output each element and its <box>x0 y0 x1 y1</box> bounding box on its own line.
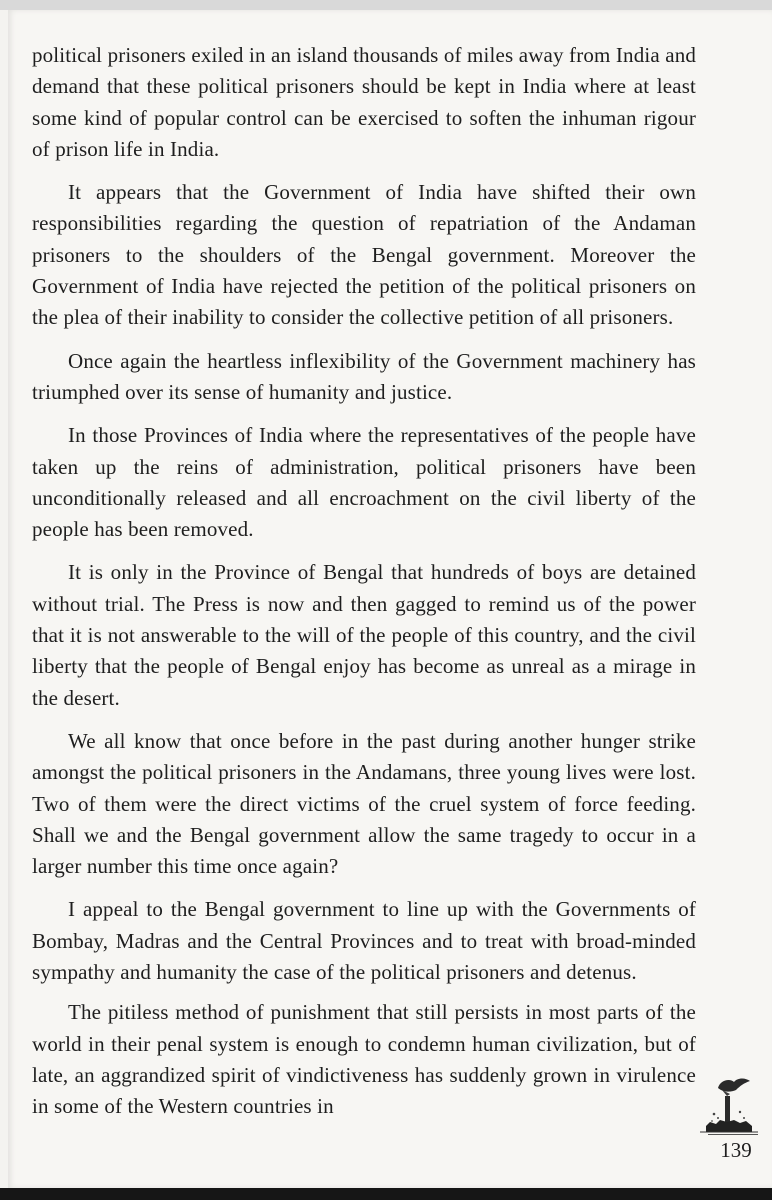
paragraph-2: It appears that the Government of India have shifted their own responsibilities regarding the question of repatriation of the Andaman prisoners to the shoulders of the Bengal government. Moreover the Government of India have rejected the petition of the political prisoners on the plea of their inability to consider the collective petition of all prisoners. <box>32 180 696 330</box>
paragraph-1: political prisoners exiled in an island thousands of miles away from India and demand that these political prisoners should be kept in India where at least some kind of popular control can be exercised to soften the inhuman rigour of prison life in India. <box>32 43 696 161</box>
paragraph-3: Once again the heartless inflexibility of the Government machinery has triumphed over its sense of humanity and justice. <box>32 348 696 404</box>
torch-emblem-icon <box>700 1074 758 1134</box>
body-text <box>32 40 696 1135</box>
paragraph-8: The pitiless method of punishment that still persists in most parts of the world in their penal system is enough to condemn human civilization, but of late, an aggrandized spirit of vindictiveness has suddenly grown in virulence in some of the Western countries in <box>32 1000 696 1119</box>
paragraph-7: I appeal to the Bengal government to line up with the Governments of Bombay, Madras and the Central Provinces and to treat with broad-minded sympathy and humanity the case of the political prisoners and detenus. <box>32 897 696 985</box>
paragraph-6: We all know that once before in the past during another hunger strike amongst the political prisoners in the Andamans, three young lives were lost. Two of them were the direct victims of the cruel system of force feeding. Shall we and the Bengal government allow the same tragedy to occur in a larger number this time once again? <box>32 728 696 879</box>
screen-top-edge <box>0 0 772 10</box>
paragraph-5: It is only in the Province of Bengal that hundreds of boys are detained without trial. The Press is now and then gagged to remind us of the power that it is not answerable to the will of the people of this country, and the civil liberty that the people of Bengal enjoy has become as unreal as a mirage in the desert. <box>32 560 696 710</box>
paragraph-4: In those Provinces of India where the representatives of the people have taken up the reins of administration, political prisoners have been unconditionally released and all encroachment on the civil liberty of the people has been removed. <box>32 423 696 542</box>
page-number: 139 <box>720 1138 752 1162</box>
page-number-rule <box>708 1134 758 1135</box>
screen-bottom-edge <box>0 1188 772 1200</box>
book-page <box>8 10 772 1188</box>
